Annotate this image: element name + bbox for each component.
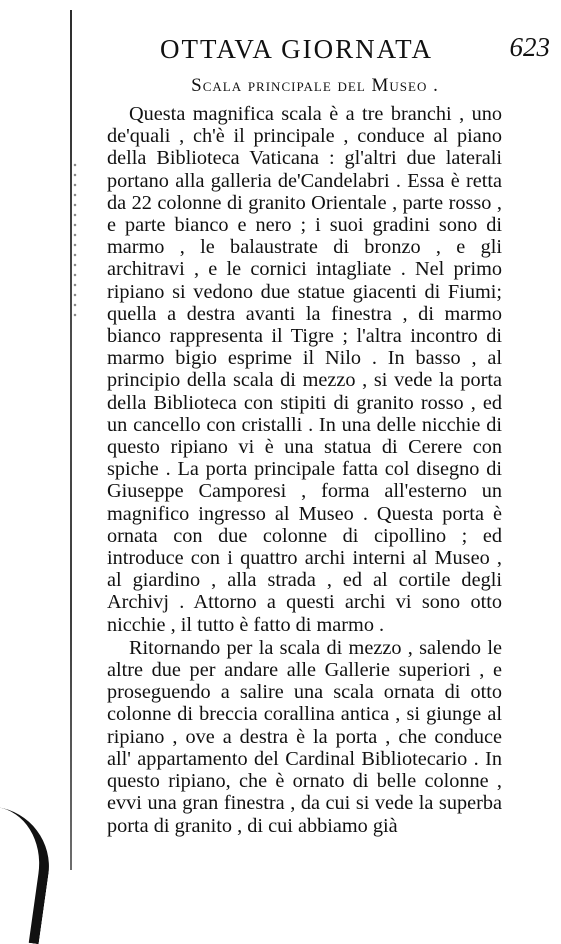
paragraph: Ritornando per la scala di mezzo , salendo le altre due per andare alle Gallerie superiori , e proseguendo a salire una scala ornata di otto colonne di breccia corallina antica , si giunge al ripiano , ove a destra è la porta , che conduce all' appartamento del Cardinal Bibliotecario . In questo ripiano, che è ornato di belle colonne , evvi una gran finestra , da cui si vede la superba porta di granito , di cui abbiamo già xyxy=(107,636,502,837)
page-number: 623 xyxy=(509,32,550,62)
page-binding-edge xyxy=(70,10,72,870)
running-title: OTTAVA GIORNATA xyxy=(160,34,433,64)
paragraph: Questa magnifica scala è a tre branchi , uno de'quali , ch'è il principale , conduce al piano della Biblioteca Vaticana : gl'altri due laterali portano alla galleria de'Candelabri . Essa è retta da 22 colonne di granito Orientale , parte rosso , e parte bianco e nero ; i suoi gradini sono di marmo , le balaustrate di bronzo , e gli architravi , e le cornici intagliate . Nel primo ripiano si vedono due statue giacenti di Fiumi; quella a destra avanti la finestra , di marmo bianco rappresenta il Tigre ; l'altra incontro di marmo bigio esprime il Nilo . In basso , al principio della scala di mezzo , si vede la porta della Biblioteca con stipiti di granito rosso , ed un cancello con cristalli . In una delle nicchie di questo ripiano vi è una statua di Cerere con spiche . La porta principale fatta col disegno di Giuseppe Camporesi , forma all'esterno un magnifico ingresso al Museo . Questa porta è ornata con due colonne di cipollino ; ed introduce con i quattro archi interni al Museo , al giardino , alla strada , ed al cortile degli Archivj . Attorno a questi archi vi sono otto nicchie , il tutto è fatto di marmo . xyxy=(107,103,502,636)
page-header xyxy=(160,34,550,68)
body-text xyxy=(107,103,502,837)
page-curl-shadow xyxy=(0,806,57,944)
binding-stitch-marks xyxy=(72,160,78,320)
section-heading: Scala principale del Museo . xyxy=(191,75,439,96)
